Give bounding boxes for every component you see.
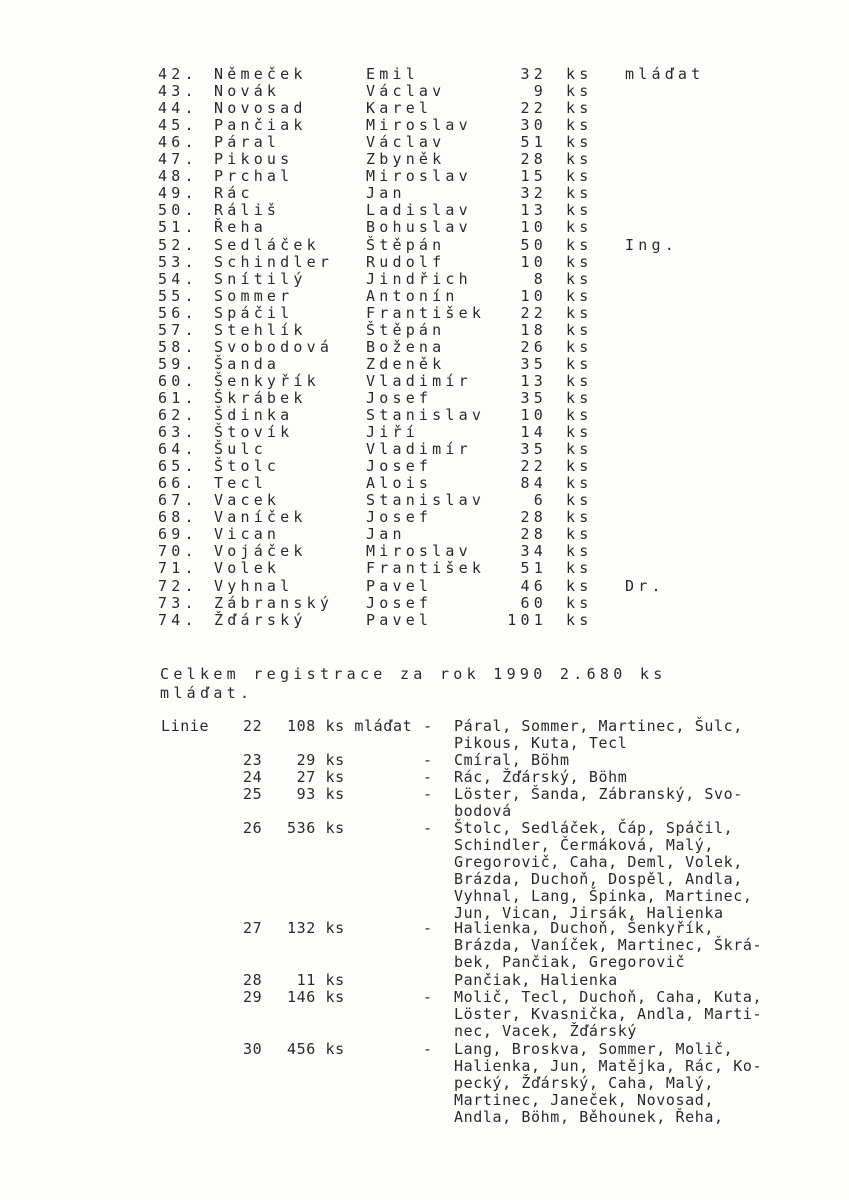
- count: 35: [520, 354, 547, 373]
- surname: Novák: [214, 82, 281, 101]
- row-number: 45.: [158, 116, 198, 135]
- line-dash: -: [423, 785, 433, 803]
- registry-row: [0, 66, 849, 83]
- given-name: František: [366, 559, 486, 578]
- unit: ks: [566, 201, 593, 220]
- surname: Sedláček: [214, 235, 320, 254]
- row-number: 66.: [158, 474, 198, 493]
- given-name: Jan: [366, 184, 406, 203]
- row-number: 70.: [158, 542, 198, 561]
- registry-row: [0, 288, 849, 305]
- registry-row: [0, 117, 849, 134]
- count: 50: [520, 235, 547, 254]
- unit: ks: [566, 491, 593, 510]
- line-members: Páral, Sommer, Martinec, Šulc, Pikous, Kuta, Tecl: [454, 717, 743, 752]
- unit: ks: [566, 235, 593, 254]
- given-name: Václav: [366, 133, 446, 152]
- surname: Novosad: [214, 99, 307, 118]
- surname: Pančiak: [214, 116, 307, 135]
- row-number: 65.: [158, 457, 198, 476]
- note: Ing.: [625, 235, 678, 254]
- registry-row: [0, 595, 849, 612]
- line-members: Cmíral, Böhm: [454, 751, 570, 769]
- count: 28: [520, 508, 547, 527]
- surname: Štovík: [214, 423, 294, 442]
- row-number: 50.: [158, 201, 198, 220]
- line-dash: -: [423, 768, 433, 786]
- surname: Zábranský: [214, 593, 334, 612]
- surname: Svobodová: [214, 337, 334, 356]
- row-number: 68.: [158, 508, 198, 527]
- count: 34: [520, 542, 547, 561]
- count: 51: [520, 133, 547, 152]
- unit: ks: [566, 252, 593, 271]
- line-members: Halienka, Duchoň, Šenkyřík, Brázda, Vaníček, Martinec, Škrá- bek, Pančiak, Gregorovič: [454, 919, 763, 971]
- row-number: 52.: [158, 235, 198, 254]
- surname: Němeček: [214, 65, 307, 83]
- surname: Šanda: [214, 354, 281, 373]
- count: 10: [520, 286, 547, 305]
- registry-row: [0, 271, 849, 288]
- count: 28: [520, 525, 547, 544]
- given-name: Miroslav: [366, 116, 472, 135]
- unit: ks: [566, 218, 593, 237]
- line-members: Molič, Tecl, Duchoň, Caha, Kuta, Löster, Kvasnička, Andla, Marti- nec, Vacek, Žďárský: [454, 988, 763, 1040]
- given-name: Jiří: [366, 423, 419, 442]
- line-members: Štolc, Sedláček, Čáp, Spáčil, Schindler, Čermáková, Malý, Gregorovič, Caha, Deml, Volek, Brázda, Duchoň, Dospěl, Andla, Vyhnal, Lang, Špinka, Martinec, Jun, Vican, Jirsák, Halienka: [454, 819, 753, 922]
- line-label: Linie: [161, 717, 210, 735]
- given-name: Jindřich: [366, 269, 472, 288]
- registry-row: [0, 390, 849, 407]
- unit: ks: [566, 82, 593, 101]
- registry-row: [0, 492, 849, 509]
- line-count: 536 ks: [287, 819, 345, 837]
- line-number: 23: [243, 751, 263, 769]
- surname: Šdinka: [214, 406, 294, 424]
- surname: Spáčil: [214, 303, 294, 322]
- given-name: Jan: [366, 525, 406, 544]
- count: 10: [520, 406, 547, 424]
- given-name: Josef: [366, 593, 433, 612]
- registry-row: [0, 151, 849, 168]
- line-count: 29 ks: [287, 751, 345, 769]
- line-count: 11 ks: [287, 971, 345, 989]
- unit: ks: [566, 576, 593, 595]
- registry-row: [0, 509, 849, 526]
- given-name: František: [366, 303, 486, 322]
- line-number: 30: [243, 1040, 263, 1058]
- given-name: Zdeněk: [366, 354, 446, 373]
- registry-row: [0, 475, 849, 492]
- unit: ks: [566, 184, 593, 203]
- registry-row: [0, 185, 849, 202]
- line-dash: -: [423, 988, 433, 1006]
- given-name: Štěpán: [366, 320, 446, 339]
- note: Dr.: [625, 576, 665, 595]
- registry-row: [0, 356, 849, 373]
- given-name: Ladislav: [366, 201, 472, 220]
- registry-row: [0, 322, 849, 339]
- count: 9: [533, 82, 547, 101]
- registry-row: [0, 526, 849, 543]
- note: mláďat: [625, 65, 705, 83]
- line-count: 132 ks: [287, 919, 345, 937]
- surname: Řeha: [214, 218, 267, 237]
- row-number: 72.: [158, 576, 198, 595]
- unit: ks: [566, 406, 593, 424]
- line-count: 456 ks: [287, 1040, 345, 1058]
- line-dash: -: [423, 751, 433, 769]
- row-number: 43.: [158, 82, 198, 101]
- line-dash: -: [423, 919, 433, 937]
- unit: ks: [566, 423, 593, 442]
- given-name: Stanislav: [366, 406, 486, 424]
- surname: Prchal: [214, 167, 294, 186]
- surname: Šenkyřík: [214, 371, 320, 390]
- surname: Schindler: [214, 252, 334, 271]
- registry-row: [0, 458, 849, 475]
- unit: ks: [566, 286, 593, 305]
- surname: Rác: [214, 184, 254, 203]
- unit: ks: [566, 150, 593, 169]
- unit: ks: [566, 116, 593, 135]
- surname: Vacek: [214, 491, 281, 510]
- row-number: 63.: [158, 423, 198, 442]
- count: 6: [533, 491, 547, 510]
- count: 14: [520, 423, 547, 442]
- unit: ks: [566, 474, 593, 493]
- line-count: 108 ks mláďat: [287, 717, 413, 735]
- row-number: 49.: [158, 184, 198, 203]
- surname: Páral: [214, 133, 281, 152]
- given-name: Václav: [366, 82, 446, 101]
- registry-row: [0, 560, 849, 577]
- given-name: Zbyněk: [366, 150, 446, 169]
- surname: Volek: [214, 559, 281, 578]
- given-name: Miroslav: [366, 542, 472, 561]
- registry-row: [0, 254, 849, 271]
- surname: Vican: [214, 525, 281, 544]
- unit: ks: [566, 269, 593, 288]
- count: 13: [520, 201, 547, 220]
- line-count: 93 ks: [287, 785, 345, 803]
- line-count: 27 ks: [287, 768, 345, 786]
- line-number: 22: [243, 717, 263, 735]
- line-number: 28: [243, 971, 263, 989]
- row-number: 64.: [158, 440, 198, 459]
- row-number: 44.: [158, 99, 198, 118]
- row-number: 73.: [158, 593, 198, 612]
- row-number: 59.: [158, 354, 198, 373]
- line-members: Pančiak, Halienka: [454, 971, 618, 989]
- surname: Pikous: [214, 150, 294, 169]
- line-count: 146 ks: [287, 988, 345, 1006]
- count: 35: [520, 440, 547, 459]
- count: 22: [520, 303, 547, 322]
- registry-row: [0, 305, 849, 322]
- given-name: Rudolf: [366, 252, 446, 271]
- unit: ks: [566, 388, 593, 407]
- given-name: Josef: [366, 508, 433, 527]
- registry-row: [0, 202, 849, 219]
- registry-row: [0, 237, 849, 254]
- line-number: 25: [243, 785, 263, 803]
- surname: Škrábek: [214, 388, 307, 407]
- registry-row: [0, 407, 849, 424]
- row-number: 67.: [158, 491, 198, 510]
- count: 22: [520, 457, 547, 476]
- registry-row: [0, 339, 849, 356]
- given-name: Pavel: [366, 576, 433, 595]
- unit: ks: [566, 593, 593, 612]
- count: 18: [520, 320, 547, 339]
- count: 101: [507, 610, 547, 629]
- given-name: Vladimír: [366, 371, 472, 390]
- count: 26: [520, 337, 547, 356]
- given-name: Miroslav: [366, 167, 472, 186]
- unit: ks: [566, 337, 593, 356]
- unit: ks: [566, 440, 593, 459]
- count: 28: [520, 150, 547, 169]
- given-name: Pavel: [366, 610, 433, 629]
- surname: Tecl: [214, 474, 267, 493]
- unit: ks: [566, 133, 593, 152]
- line-number: 26: [243, 819, 263, 837]
- unit: ks: [566, 99, 593, 118]
- count: 51: [520, 559, 547, 578]
- given-name: Bohuslav: [366, 218, 472, 237]
- summary-line-1: Celkem registrace za rok 1990 2.680 ks: [160, 665, 667, 683]
- line-number: 29: [243, 988, 263, 1006]
- surname: Snítilý: [214, 269, 307, 288]
- unit: ks: [566, 167, 593, 186]
- unit: ks: [566, 457, 593, 476]
- count: 35: [520, 388, 547, 407]
- row-number: 69.: [158, 525, 198, 544]
- given-name: Božena: [366, 337, 446, 356]
- row-number: 47.: [158, 150, 198, 169]
- surname: Žďárský: [214, 610, 307, 629]
- unit: ks: [566, 559, 593, 578]
- unit: ks: [566, 354, 593, 373]
- surname: Štolc: [214, 457, 281, 476]
- surname: Sommer: [214, 286, 294, 305]
- line-dash: -: [423, 717, 433, 735]
- count: 15: [520, 167, 547, 186]
- line-members: Löster, Šanda, Zábranský, Svo- bodová: [454, 785, 743, 820]
- line-number: 24: [243, 768, 263, 786]
- count: 32: [520, 65, 547, 83]
- count: 84: [520, 474, 547, 493]
- surname: Ráliš: [214, 201, 281, 220]
- line-members: Lang, Broskva, Sommer, Molič, Halienka, Jun, Matějka, Rác, Ko- pecký, Žďárský, Caha, Malý, Martinec, Janeček, Novosad, Andla, Böhm, Běhounek, Řeha,: [454, 1040, 763, 1126]
- given-name: Karel: [366, 99, 433, 118]
- row-number: 62.: [158, 406, 198, 424]
- line-number: 27: [243, 919, 263, 937]
- row-number: 74.: [158, 610, 198, 629]
- surname: Vojáček: [214, 542, 307, 561]
- given-name: Alois: [366, 474, 433, 493]
- unit: ks: [566, 371, 593, 390]
- registry-row: [0, 424, 849, 441]
- count: 13: [520, 371, 547, 390]
- unit: ks: [566, 542, 593, 561]
- surname: Vyhnal: [214, 576, 294, 595]
- given-name: Antonín: [366, 286, 459, 305]
- unit: ks: [566, 303, 593, 322]
- registry-row: [0, 168, 849, 185]
- count: 10: [520, 218, 547, 237]
- row-number: 71.: [158, 559, 198, 578]
- row-number: 46.: [158, 133, 198, 152]
- unit: ks: [566, 320, 593, 339]
- registry-row: [0, 134, 849, 151]
- row-number: 55.: [158, 286, 198, 305]
- count: 10: [520, 252, 547, 271]
- registry-row: [0, 578, 849, 595]
- row-number: 57.: [158, 320, 198, 339]
- surname: Stehlík: [214, 320, 307, 339]
- given-name: Josef: [366, 457, 433, 476]
- given-name: Emil: [366, 65, 419, 83]
- given-name: Vladimír: [366, 440, 472, 459]
- unit: ks: [566, 525, 593, 544]
- count: 32: [520, 184, 547, 203]
- registry-row: [0, 100, 849, 117]
- given-name: Josef: [366, 388, 433, 407]
- unit: ks: [566, 65, 593, 83]
- count: 30: [520, 116, 547, 135]
- registry-row: [0, 219, 849, 236]
- count: 46: [520, 576, 547, 595]
- surname: Šulc: [214, 440, 267, 459]
- row-number: 51.: [158, 218, 198, 237]
- registry-row: [0, 373, 849, 390]
- registry-row: [0, 612, 849, 629]
- line-dash: -: [423, 1040, 433, 1058]
- row-number: 48.: [158, 167, 198, 186]
- unit: ks: [566, 610, 593, 629]
- registry-row: [0, 543, 849, 560]
- row-number: 42.: [158, 65, 198, 83]
- registry-row: [0, 83, 849, 100]
- row-number: 53.: [158, 252, 198, 271]
- row-number: 56.: [158, 303, 198, 322]
- given-name: Stanislav: [366, 491, 486, 510]
- given-name: Štěpán: [366, 235, 446, 254]
- surname: Vaníček: [214, 508, 307, 527]
- count: 60: [520, 593, 547, 612]
- registry-row: [0, 441, 849, 458]
- line-dash: -: [423, 819, 433, 837]
- unit: ks: [566, 508, 593, 527]
- row-number: 54.: [158, 269, 198, 288]
- summary-line-2: mláďat.: [160, 684, 254, 702]
- row-number: 61.: [158, 388, 198, 407]
- row-number: 60.: [158, 371, 198, 390]
- count: 22: [520, 99, 547, 118]
- row-number: 58.: [158, 337, 198, 356]
- line-members: Rác, Žďárský, Böhm: [454, 768, 628, 786]
- count: 8: [533, 269, 547, 288]
